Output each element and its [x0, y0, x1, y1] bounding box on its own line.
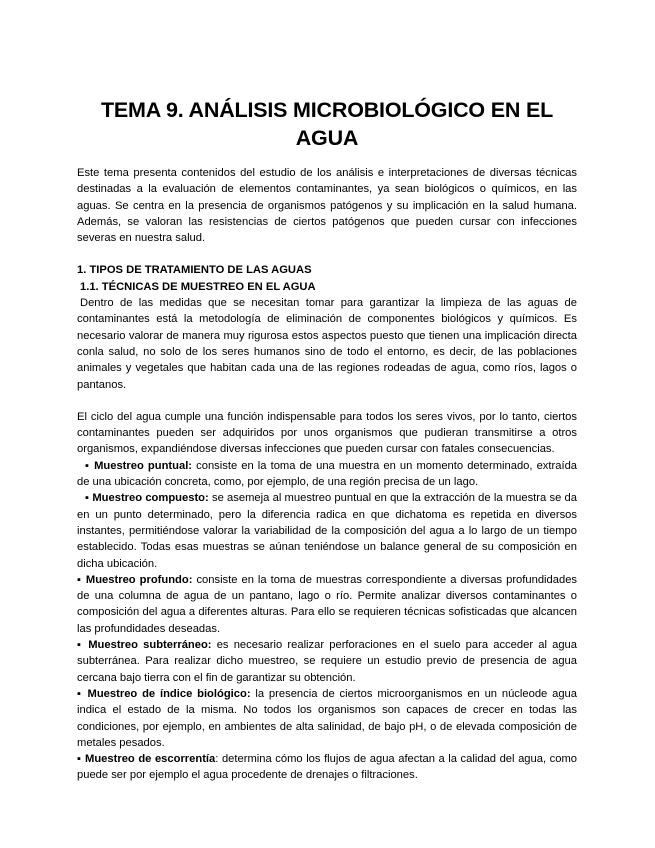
bullet-icon: ▪ — [77, 687, 83, 700]
item-term: Muestreo compuesto: — [92, 492, 209, 505]
item-text: consiste en la toma de una muestra en un momento determinado, extraída de una ubicación concreta, como, por ejemplo, de una región precisa de un lago. — [77, 459, 578, 489]
paragraph-1: Dentro de las medidas que se necesitan tomar para garantizar la limpieza de las aguas de contaminantes está la metodología de eliminación de componentes biológicos y químicos. Es necesario valorar de manera muy rigurosa estos aspectos puesto que tienen una implicación directa conla salud, no solo de los seres humanos sino de todo el entorno, es decir, de las poblaciones animales y vegetales que habitan cada una de las regiones rodeadas de agua, como ríos, lagos o pantanos. — [77, 297, 577, 391]
list-item-muestreo-indice-biologico — [77, 686, 577, 751]
section-1-1-heading: 1.1. TÉCNICAS DE MUESTREO EN EL AGUA — [80, 280, 316, 293]
item-text: consiste en la toma de muestras correspondiente a diversas profundidades de una columna de agua de un pantano, lago o río. Permite analizar diversos contaminantes o composición del agua a diferentes alturas. Para ello se requieren técnicas sofisticadas que alcancen las profundidades deseadas. — [77, 573, 578, 635]
item-text: : determina cómo los flujos de agua afectan a la calidad del agua, como puede ser por ejemplo el agua procedente de drenajes o filtraciones. — [77, 753, 578, 782]
item-text: la presencia de ciertos microorganismos en un núcleode agua indica el estado de la misma. No todos los organismos son capaces de crecer en todas las condiciones, por ejemplo, en ambientes de alta salinidad, de bajo pH, o de elevada composición de metales pesados. — [77, 687, 577, 749]
item-text: se asemeja al muestreo puntual en que la extracción de la muestra se da en un punto determinado, pero la diferencia radica en que dichatoma es repetida en diversos instantes, permitiéndose valorar la variabilidad de la composición del agua a lo largo de un tiempo establecido. Todas esas muestras se aúnan teniéndose un balance general de su composición en dicha ubicación. — [77, 492, 577, 570]
title-line-1: TEMA 9. ANÁLISIS MICROBIOLÓGICO EN EL — [100, 98, 554, 122]
item-term: Muestreo puntual: — [94, 459, 193, 472]
bullet-icon: ▪ — [85, 459, 90, 472]
intro-paragraph: Este tema presenta contenidos del estudio de los análisis e interpretaciones de diversas técnicas destinadas a la evaluación de elementos contaminantes, ya sean biológicos o químicos, en las aguas. Se centra en la presencia de organismos patógenos y su implicación en la salud humana. Además, se valoran las resistencias de ciertos patógenos que pueden cursar con infecciones severas en nuestra salud. — [77, 167, 577, 245]
bullet-icon: ▪ — [77, 753, 82, 766]
item-text: es necesario realizar perforaciones en el suelo para acceder al agua subterránea. Para realizar dicho muestreo, se requiere un estudio previo de presencia de agua cercana bajo tierra con el fin de garantizar su obtención. — [77, 639, 577, 684]
bullet-icon: ▪ — [77, 639, 84, 652]
list-item-muestreo-puntual — [77, 458, 577, 491]
item-term: Muestreo de índice biológico: — [87, 687, 251, 700]
document-title — [77, 96, 577, 152]
document-page — [77, 96, 577, 784]
section-1-heading: 1. TIPOS DE TRATAMIENTO DE LAS AGUAS — [77, 264, 312, 277]
list-item-muestreo-escorrentia — [77, 751, 577, 784]
list-item-muestreo-subterraneo — [77, 637, 577, 686]
title-line-2: AGUA — [295, 126, 359, 150]
item-term: Muestreo de escorrentía — [85, 753, 216, 766]
item-term: Muestreo profundo: — [85, 573, 193, 586]
list-item-muestreo-profundo — [77, 572, 577, 637]
list-item-muestreo-compuesto — [77, 490, 577, 571]
bullet-icon: ▪ — [77, 573, 82, 586]
bullet-icon: ▪ — [85, 492, 90, 505]
item-term: Muestreo subterráneo: — [88, 639, 212, 652]
paragraph-2: El ciclo del agua cumple una función indispensable para todos los seres vivos, por lo tanto, ciertos contaminantes pueden ser adquiridos por unos organismos que pudieran transmitirse a otros organismos, expandiéndose diversas infecciones que pueden cursar con fatales consecuencias. — [77, 410, 577, 456]
